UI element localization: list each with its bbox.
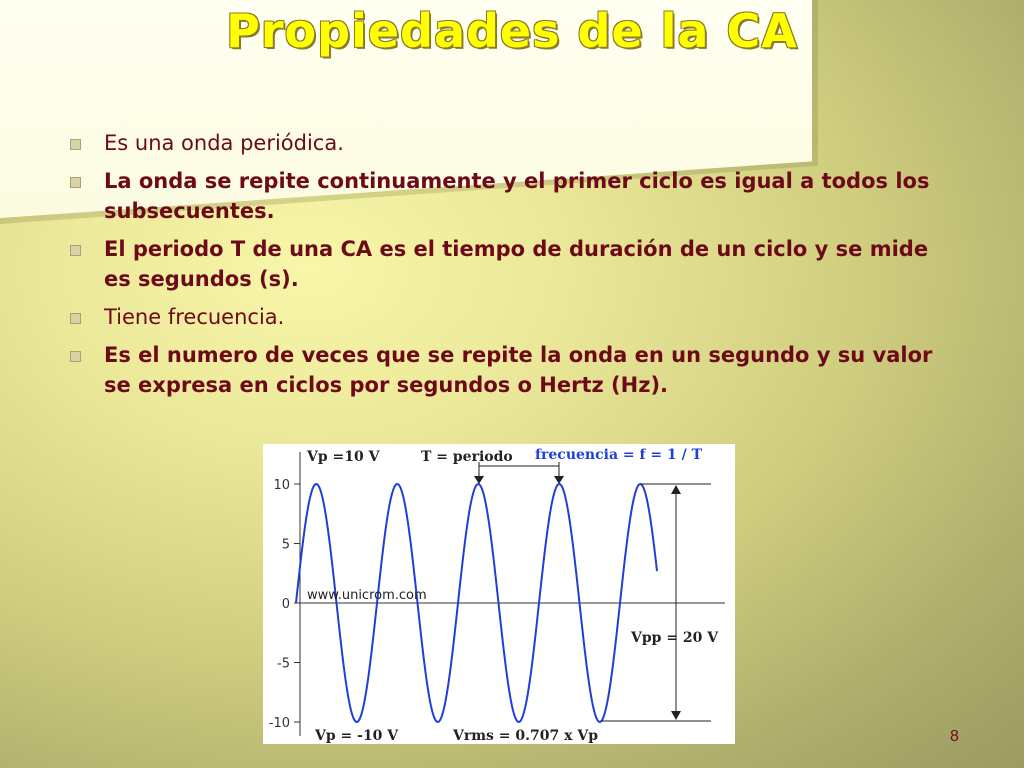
bullet-item	[68, 128, 948, 158]
square-bullet-icon	[70, 351, 81, 362]
vpp-arrow-head-down	[671, 711, 681, 720]
vp-bottom-label: Vp = -10 V	[315, 728, 399, 744]
period-left-arrow-head	[474, 476, 484, 484]
slide-title: Propiedades de la CA	[226, 4, 798, 58]
y-tick-label: 5	[281, 537, 290, 553]
vpp-label: Vpp = 20 V	[631, 630, 719, 646]
vrms-label: Vrms = 0.707 x Vp	[453, 728, 598, 744]
bullet-item	[68, 302, 948, 332]
bullet-text: Es el numero de veces que se repite la onda en un segundo y su valor se expresa en ciclos por segundos o Hertz (Hz).	[104, 343, 933, 397]
period-right-arrow-head	[554, 476, 564, 484]
bullet-text: Es una onda periódica.	[104, 131, 344, 155]
y-tick-label: 10	[273, 478, 290, 493]
sine-wave-svg	[263, 444, 735, 744]
watermark-label: www.unicrom.com	[307, 588, 427, 603]
square-bullet-icon	[70, 139, 81, 150]
square-bullet-icon	[70, 245, 81, 256]
vpp-arrow-head-up	[671, 485, 681, 494]
bullet-item	[68, 166, 948, 226]
vp-top-label: Vp =10 V	[307, 449, 380, 465]
bullet-item	[68, 234, 948, 294]
sine-wave-chart	[263, 444, 735, 744]
bullet-list	[68, 128, 948, 408]
slide-number: 8	[950, 728, 959, 745]
frequency-label: frecuencia = f = 1 / T	[535, 447, 703, 463]
bullet-item	[68, 340, 948, 400]
y-tick-label: -10	[268, 716, 290, 731]
y-tick-label: -5	[277, 656, 290, 672]
bullet-text: El periodo T de una CA es el tiempo de duración de un ciclo y se mide es segundos (s).	[104, 237, 929, 291]
y-tick-label: 0	[281, 597, 290, 612]
period-label: T = periodo	[421, 449, 513, 465]
bullet-text: Tiene frecuencia.	[104, 305, 285, 329]
bullet-text: La onda se repite continuamente y el primer ciclo es igual a todos los subsecuentes.	[104, 169, 930, 223]
square-bullet-icon	[70, 313, 81, 324]
square-bullet-icon	[70, 177, 81, 188]
